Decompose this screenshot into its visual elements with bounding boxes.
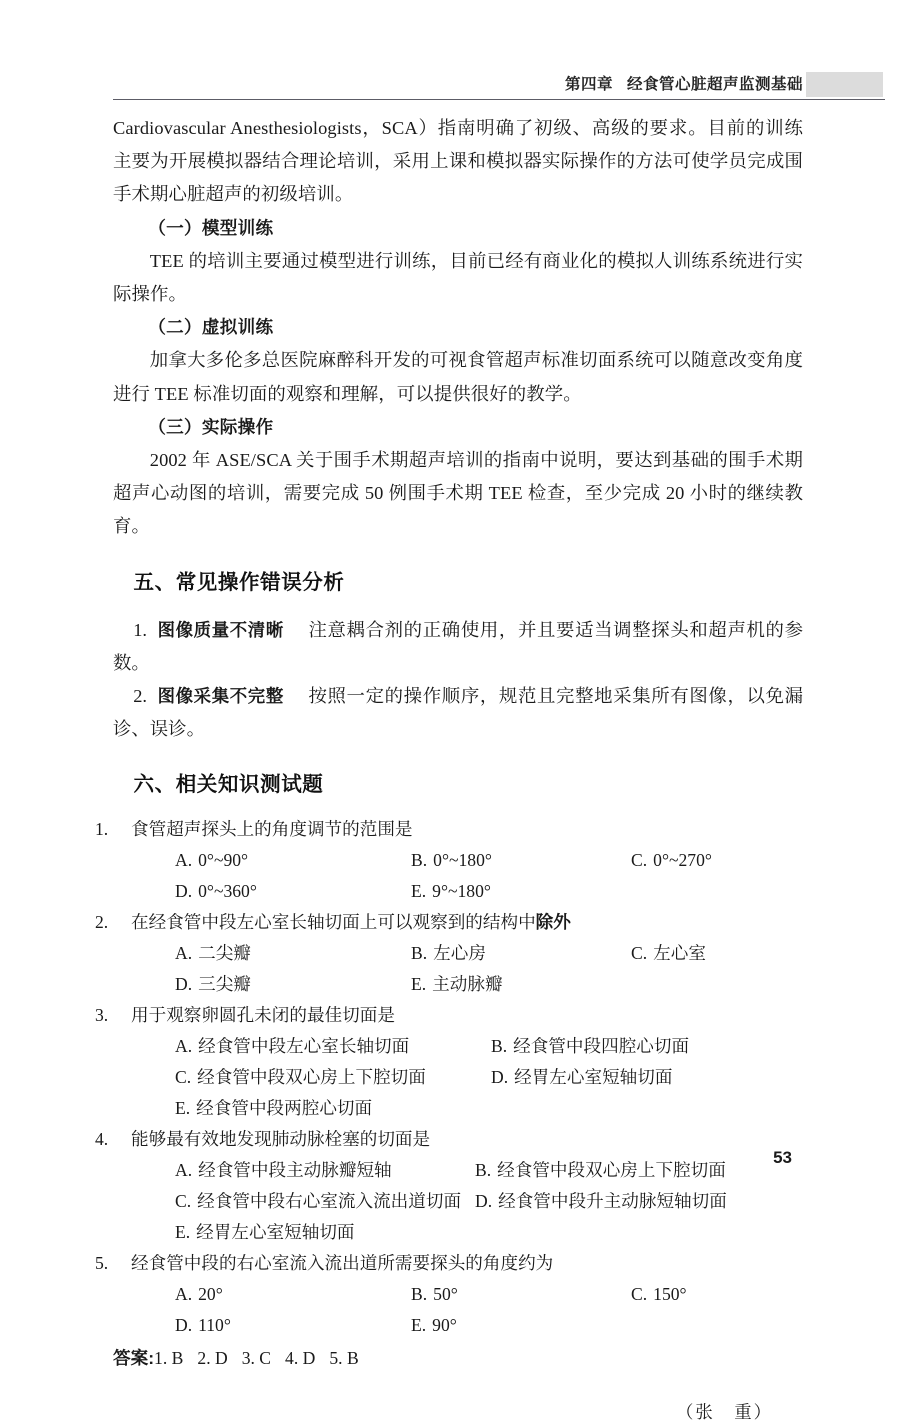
running-head-chapter: 第四章: [564, 76, 613, 93]
question-text: 能够最有效地发现肺动脉栓塞的切面是: [131, 1129, 431, 1150]
quiz-question: [95, 1248, 803, 1341]
option-row: [113, 876, 803, 907]
option-d[interactable]: D. 经食管中段升主动脉短轴切面: [475, 1191, 727, 1212]
running-head: [113, 62, 885, 100]
option-e[interactable]: E. 经食管中段两腔心切面: [175, 1098, 373, 1119]
option-row: [113, 1310, 803, 1341]
option-row: [113, 1155, 803, 1186]
spacer: [113, 544, 803, 568]
option-a[interactable]: A. 0°~90°: [175, 850, 249, 871]
question-text: 食管超声探头上的角度调节的范围是: [131, 819, 413, 840]
question-stem: [95, 1000, 803, 1031]
option-row: [113, 938, 803, 969]
question-stem: [95, 814, 803, 845]
option-c[interactable]: C. 150°: [631, 1284, 687, 1305]
author-byline: （张 重）: [676, 1402, 773, 1423]
question-emphasis: 除外: [535, 912, 571, 933]
section-heading-six: 六、相关知识测试题: [133, 773, 324, 797]
option-e[interactable]: E. 经胃左心室短轴切面: [175, 1222, 355, 1243]
option-a[interactable]: A. 经食管中段左心室长轴切面: [175, 1036, 410, 1057]
option-row: [113, 969, 803, 1000]
question-stem: [95, 907, 803, 938]
question-number: 5.: [95, 1253, 109, 1274]
option-c[interactable]: C. 左心室: [631, 943, 706, 964]
quiz-question: [95, 1124, 803, 1248]
answer-key: [113, 1343, 803, 1374]
option-a[interactable]: A. 20°: [175, 1284, 223, 1305]
quiz-list: [95, 814, 803, 1374]
question-number: 4.: [95, 1129, 109, 1150]
option-row: [113, 1062, 803, 1093]
option-d[interactable]: D. 0°~360°: [175, 881, 257, 902]
running-head-title: [565, 72, 803, 94]
running-head-marker-box: [806, 72, 883, 97]
list-item: [113, 614, 803, 680]
subheading-practical-operation: （三）实际操作: [148, 416, 274, 437]
question-stem: [95, 1124, 803, 1155]
paragraph-practical-operation: 2002 年 ASE/SCA 关于围手术期超声培训的指南中说明，要达到基础的围手术期超声心动图的培训，需要完成 50 例围手术期 TEE 检查，至少完成 20 小时的继续教育。: [113, 450, 803, 537]
question-number: 1.: [95, 819, 109, 840]
item-text: 按照一定的操作顺序，规范且完整地采集所有图像，以免漏诊、误诊。: [113, 686, 803, 740]
quiz-question: [95, 1000, 803, 1124]
option-a[interactable]: A. 经食管中段主动脉瓣短轴: [175, 1160, 392, 1181]
question-number: 3.: [95, 1005, 109, 1026]
option-d[interactable]: D. 110°: [175, 1315, 231, 1336]
question-text: 经食管中段的右心室流入流出道所需要探头的角度约为: [131, 1253, 554, 1274]
option-b[interactable]: B. 经食管中段四腔心切面: [491, 1036, 690, 1057]
paragraph-model-training: TEE 的培训主要通过模型进行训练，目前已经有商业化的模拟人训练系统进行实际操作。: [113, 250, 803, 305]
option-e[interactable]: E. 9°~180°: [411, 881, 491, 902]
question-number: 2.: [95, 912, 109, 933]
quiz-question: [95, 814, 803, 907]
list-item: [113, 680, 803, 746]
error-analysis-list: [113, 614, 803, 747]
option-d[interactable]: D. 经胃左心室短轴切面: [491, 1067, 673, 1088]
answer-item: 1. B: [154, 1348, 184, 1369]
spacer: [113, 598, 803, 614]
answer-item: 5. B: [329, 1348, 359, 1369]
paragraph-virtual-training: 加拿大多伦多总医院麻醉科开发的可视食管超声标准切面系统可以随意改变角度进行 TEE 标准切面的观察和理解，可以提供很好的教学。: [113, 350, 803, 404]
option-b[interactable]: B. 0°~180°: [411, 850, 492, 871]
item-lead: 图像采集不完整: [157, 686, 284, 707]
question-stem: [95, 1248, 803, 1279]
option-row: [113, 1217, 803, 1248]
paragraph-continued: Cardiovascular Anesthesiologists，SCA）指南明确了初级、高级的要求。目前的训练主要为开展模拟器结合理论培训，采用上课和模拟器实际操作的方法可使学员完成围手术期心脏超声的初级培训。: [113, 118, 803, 205]
page-content: [95, 112, 803, 1423]
option-e[interactable]: E. 90°: [411, 1315, 457, 1336]
option-c[interactable]: C. 0°~270°: [631, 850, 712, 871]
answer-item: 4. D: [285, 1348, 316, 1369]
item-text: 注意耦合剂的正确使用，并且要适当调整探头和超声机的参数。: [113, 619, 803, 673]
running-head-chapter-title: 经食管心脏超声监测基础: [626, 76, 803, 93]
option-e[interactable]: E. 主动脉瓣: [411, 974, 503, 995]
question-text: 在经食管中段左心室长轴切面上可以观察到的结构中: [131, 912, 536, 933]
spacer: [113, 746, 803, 770]
option-row: [113, 1279, 803, 1310]
item-number: 2.: [133, 686, 148, 707]
subheading-model-training: （一）模型训练: [148, 217, 274, 238]
option-row: [113, 1031, 803, 1062]
quiz-question: [95, 907, 803, 1000]
answer-key-label: 答案:: [113, 1348, 155, 1369]
answer-item: 2. D: [197, 1348, 228, 1369]
option-b[interactable]: B. 经食管中段双心房上下腔切面: [475, 1160, 726, 1181]
option-b[interactable]: B. 50°: [411, 1284, 458, 1305]
subheading-virtual-training: （二）虚拟训练: [148, 317, 274, 338]
answer-item: 3. C: [241, 1348, 272, 1369]
option-row: [113, 1186, 803, 1217]
option-row: [113, 845, 803, 876]
option-b[interactable]: B. 左心房: [411, 943, 486, 964]
item-lead: 图像质量不清晰: [157, 619, 284, 640]
section-heading-five: 五、常见操作错误分析: [133, 570, 345, 594]
option-a[interactable]: A. 二尖瓣: [175, 943, 251, 964]
question-text: 用于观察卵圆孔未闭的最佳切面是: [131, 1005, 395, 1026]
option-d[interactable]: D. 三尖瓣: [175, 974, 251, 995]
option-c[interactable]: C. 经食管中段双心房上下腔切面: [175, 1067, 426, 1088]
option-row: [113, 1093, 803, 1124]
page-number: 53: [773, 1148, 792, 1167]
running-head-rule: [113, 99, 885, 100]
option-c[interactable]: C. 经食管中段右心室流入流出道切面: [175, 1191, 462, 1212]
item-number: 1.: [133, 619, 148, 640]
